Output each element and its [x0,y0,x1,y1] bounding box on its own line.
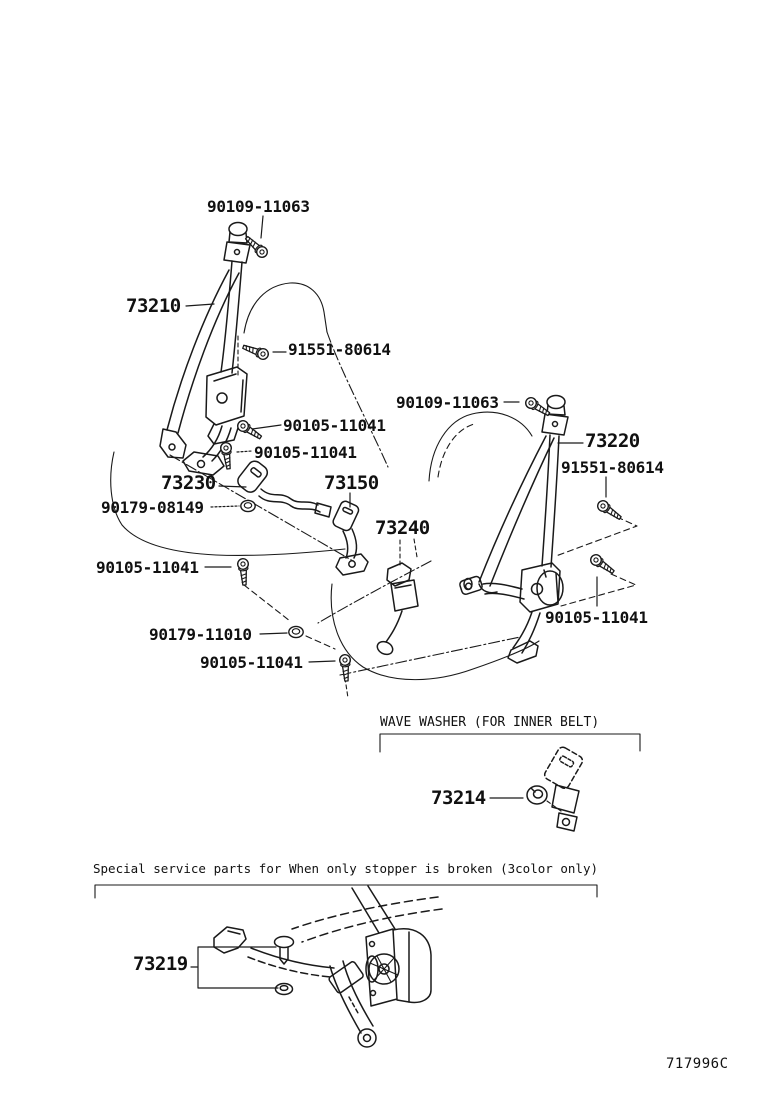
part-label-73230[interactable]: 73230 [161,472,216,494]
fastener-label-90109-11063-upper-left[interactable]: 90109-11063 [207,197,310,216]
wave-washer-section-title: WAVE WASHER (FOR INNER BELT) [380,715,600,730]
outer-belt-left-drawing [160,223,250,476]
fastener-label-90179-08149[interactable]: 90179-08149 [101,498,204,517]
part-label-73219[interactable]: 73219 [133,953,188,975]
part-label-73220[interactable]: 73220 [585,430,640,452]
bolt-icon [237,558,249,585]
bolt-icon [589,553,617,577]
wave-washer-section-drawing [380,734,640,831]
bolt-icon [339,654,351,681]
fastener-label-90105-11041-b[interactable]: 90105-11041 [254,443,357,462]
figure-code: 717996C [666,1056,729,1072]
fastener-label-90105-11041-c[interactable]: 90105-11041 [96,558,199,577]
special-service-section-title: Special service parts for When only stopper is broken (3color only) [93,861,598,876]
sensor-bracket-drawing [375,563,418,657]
part-label-73210[interactable]: 73210 [126,295,181,317]
fastener-label-90109-11063-upper-right[interactable]: 90109-11063 [396,393,499,412]
part-label-73150[interactable]: 73150 [324,472,379,494]
fastener-label-90105-11041-e[interactable]: 90105-11041 [545,608,648,627]
fastener-label-90179-11010[interactable]: 90179-11010 [149,625,252,644]
nut-icon [241,500,255,511]
part-label-73214[interactable]: 73214 [431,787,486,809]
fastener-label-90105-11041-d[interactable]: 90105-11041 [200,653,303,672]
part-label-73240[interactable]: 73240 [375,517,430,539]
screw-icon [596,499,624,523]
fastener-label-91551-80614-right[interactable]: 91551-80614 [561,458,664,477]
fastener-label-90105-11041-a[interactable]: 90105-11041 [283,416,386,435]
screw-icon [241,342,269,361]
bolt-icon [220,442,234,469]
nut-icon [289,626,303,637]
alignment-guide-lines [238,336,637,698]
bolt-icon [236,419,264,442]
inner-belt-center-drawing [332,500,368,575]
fastener-label-91551-80614-left[interactable]: 91551-80614 [288,340,391,359]
